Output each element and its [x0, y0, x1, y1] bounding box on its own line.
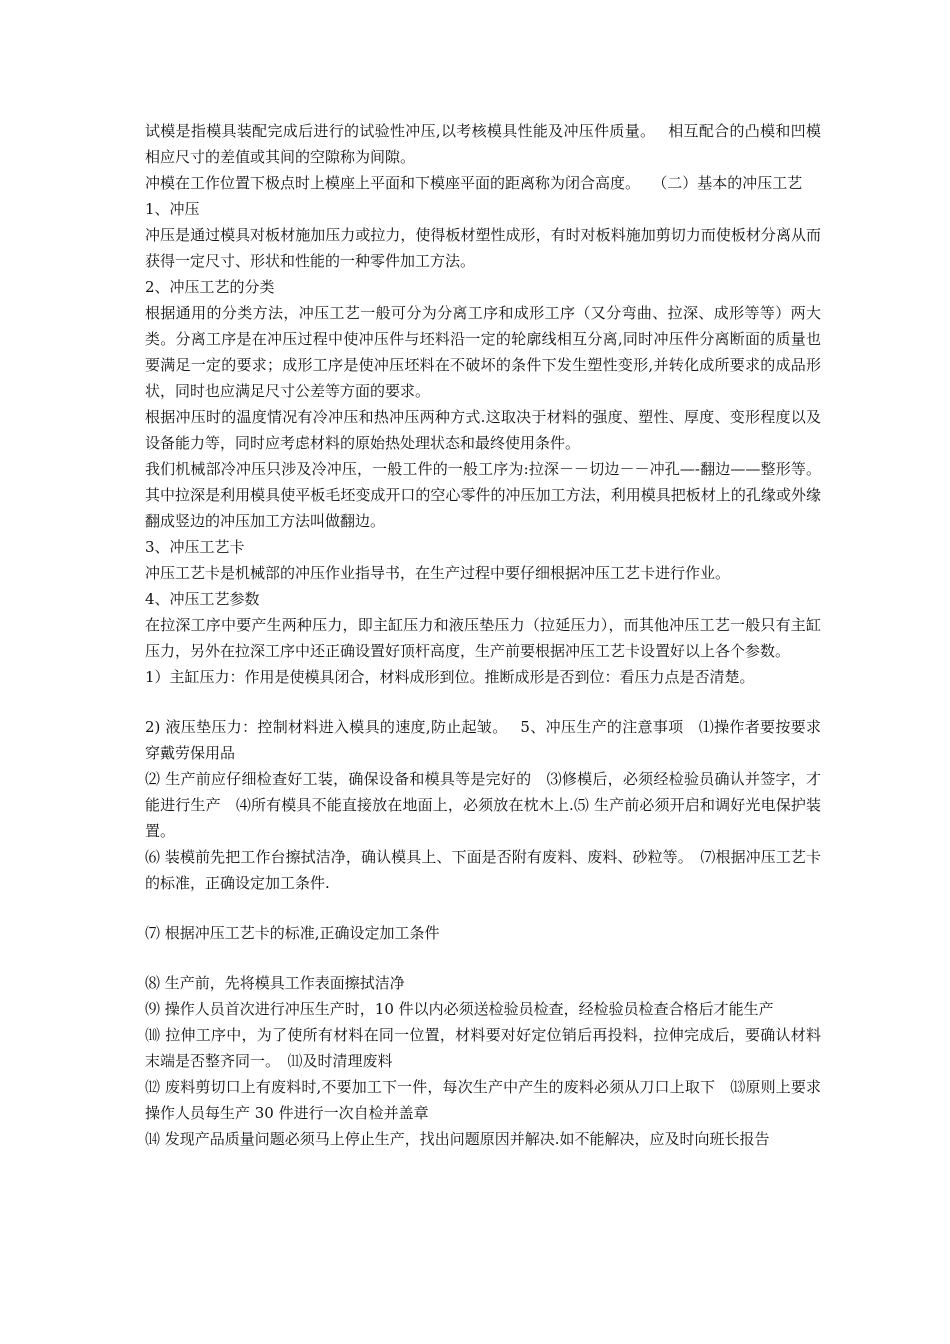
paragraph-precaution-7: ⑺ 根据冲压工艺卡的标准,正确设定加工条件 [145, 924, 440, 942]
paragraph-precautions-12-13: ⑿ 废料剪切口上有废料时,不要加工下一件，每次生产中产生的废料必须从刀口上取下 ⒀原则上要求操作人员每生产 30 件进行一次自检并盖章 [145, 1078, 821, 1122]
paragraph-precautions-2-5: ⑵ 生产前应仔细检查好工装，确保设备和模具等是完好的 ⑶修模后，必须经检验员确认并签字，才能进行生产 ⑷所有模具不能直接放在地面上，必须放在枕木上.⑸ 生产前必须开启和调好光电保护装置。 [145, 770, 821, 840]
paragraph-precautions-10-11: ⑽ 拉伸工序中，为了使所有材料在同一位置，材料要对好定位销后再投料，拉伸完成后，要确认材料末端是否整齐同一。 ⑾及时清理废料 [145, 1026, 821, 1070]
heading-process-classification: 2、冲压工艺的分类 [145, 278, 275, 296]
paragraph-precaution-8: ⑻ 生产前，先将模具工作表面擦拭洁净 [145, 974, 405, 992]
heading-process-parameters: 4、冲压工艺参数 [145, 590, 260, 608]
paragraph-precaution-9: ⑼ 操作人员首次进行冲压生产时，10 件以内必须送检验员检查，经检验员检查合格后才能生产 [145, 1000, 774, 1018]
paragraph-temperature: 根据冲压时的温度情况有冷冲压和热冲压两种方式.这取决于材料的强度、塑性、厚度、变形程度以及设备能力等，同时应考虑材料的原始热处理状态和最终使用条件。 [145, 408, 821, 452]
paragraph-trial-die: 试模是指模具装配完成后进行的试验性冲压,以考核模具性能及冲压件质量。 相互配合的凸模和凹模相应尺寸的差值或其间的空隙称为间隙。 [145, 122, 821, 166]
heading-process-card: 3、冲压工艺卡 [145, 538, 245, 556]
paragraph-closed-height: 冲模在工作位置下极点时上模座上平面和下模座平面的距离称为闭合高度。 （二）基本的冲压工艺 [145, 174, 803, 192]
paragraph-precautions-6-7: ⑹ 装模前先把工作台擦拭洁净，确认模具上、下面是否附有废料、废料、砂粒等。 ⑺根据冲压工艺卡的标准，正确设定加工条件. [145, 848, 821, 892]
paragraph-classification: 根据通用的分类方法，冲压工艺一般可分为分离工序和成形工序（又分弯曲、拉深、成形等等）两大类。分离工序是在冲压过程中使冲压件与坯料沿一定的轮廓线相互分离,同时冲压件分离断面的质量也要满足一定的要求；成形工序是使冲压坯料在不破坏的条件下发生塑性变形,并转化成所要求的成品形状，同时也应满足尺寸公差等方面的要求。 [145, 304, 821, 400]
paragraph-precaution-14: ⒁ 发现产品质量问题必须马上停止生产，找出问题原因并解决.如不能解决，应及时向班长报告 [145, 1130, 770, 1148]
blank-line [145, 690, 821, 714]
paragraph-process-parameters: 在拉深工序中要产生两种压力，即主缸压力和液压垫压力（拉延压力），而其他冲压工艺一般只有主缸压力，另外在拉深工序中还正确设置好顶杆高度，生产前要根据冲压工艺卡设置好以上各个参数。 [145, 616, 821, 660]
paragraph-main-cylinder-pressure: 1）主缸压力：作用是使模具闭合，材料成形到位。推断成形是否到位：看压力点是否清楚。 [145, 668, 755, 686]
blank-line [145, 946, 821, 970]
paragraph-cold-stamping: 我们机械部冷冲压只涉及冷冲压，一般工件的一般工序为:拉深－－切边－－冲孔—-翻边——整形等。其中拉深是利用模具使平板毛坯变成开口的空心零件的冲压加工方法，利用模具把板材上的孔缘或外缘翻成竖边的冲压加工方法叫做翻边。 [145, 460, 821, 530]
paragraph-stamping-definition: 冲压是通过模具对板材施加压力或拉力，使得板材塑性成形，有时对板料施加剪切力而使板材分离从而获得一定尺寸、形状和性能的一种零件加工方法。 [145, 226, 821, 270]
blank-line [145, 896, 821, 920]
heading-stamping: 1、冲压 [145, 200, 200, 218]
paragraph-hydraulic-pad-pressure: 2) 液压垫压力：控制材料进入模具的速度,防止起皱。 5、冲压生产的注意事项 ⑴操作者要按要求穿戴劳保用品 [145, 718, 821, 762]
paragraph-process-card: 冲压工艺卡是机械部的冲压作业指导书，在生产过程中要仔细根据冲压工艺卡进行作业。 [145, 564, 731, 582]
document-page [145, 118, 821, 1152]
